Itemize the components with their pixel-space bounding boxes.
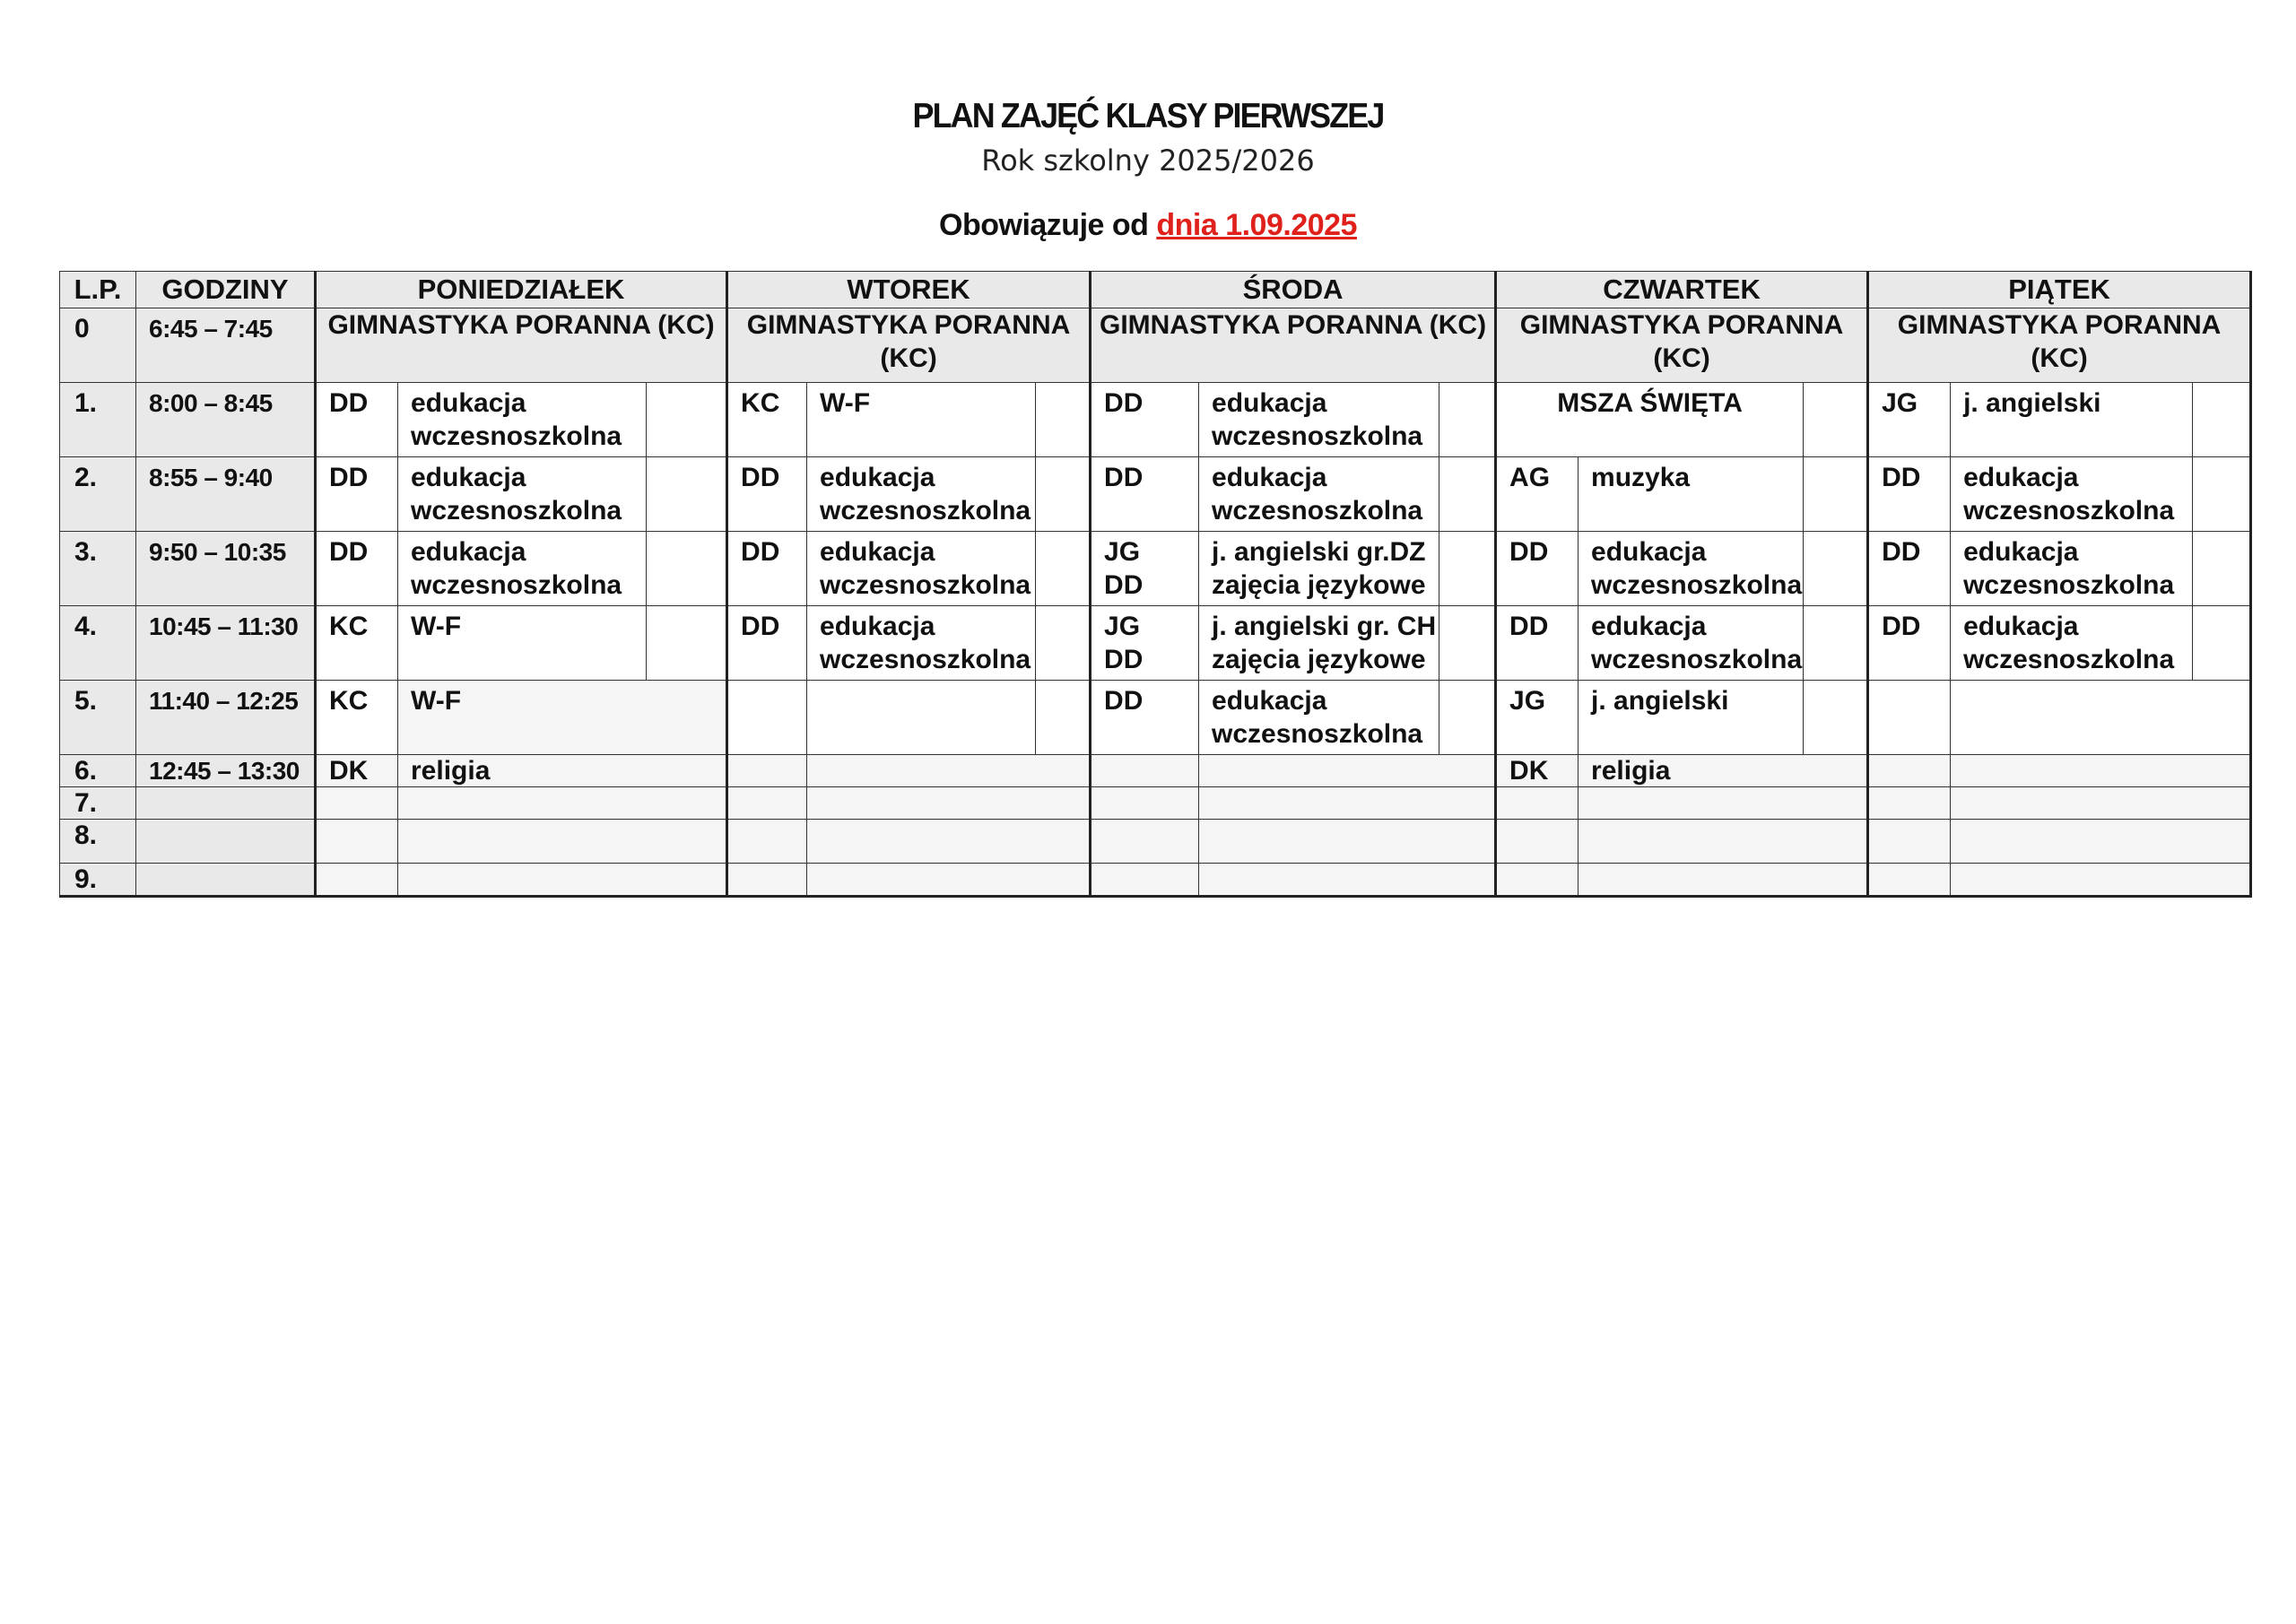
subject-cell [1578,820,1868,864]
subject-cell [1199,787,1496,820]
teacher-cell [1496,787,1578,820]
col-tuesday: WTOREK [727,272,1091,308]
subject-cell: edukacja wczesnoszkolna [1199,457,1439,532]
subject-cell [398,820,727,864]
teacher-cell [1868,681,1951,755]
teacher-cell [1496,864,1578,897]
lp-cell: 6. [60,755,136,787]
table-row [60,787,2251,820]
room-cell [1804,383,1868,457]
teacher-cell: DD [1496,532,1578,606]
subject-cell [1199,755,1496,787]
room-cell [1439,681,1496,755]
teacher-cell: DD [316,383,398,457]
teacher-cell: JG [1496,681,1578,755]
teacher-cell [1868,864,1951,897]
room-cell [1439,532,1496,606]
lesson-cell: GIMNASTYKA PORANNA (KC) [316,308,727,383]
table-row [60,820,2251,864]
teacher-cell [727,820,807,864]
teacher-cell [1868,820,1951,864]
subject-cell [1951,820,2251,864]
teacher-cell: JG DD [1091,532,1199,606]
subject-cell: edukacja wczesnoszkolna [1199,383,1439,457]
lesson-cell: GIMNASTYKA PORANNA (KC) [1496,308,1868,383]
hours-cell [136,864,316,897]
col-hours: GODZINY [136,272,316,308]
teacher-cell: DD [316,457,398,532]
table-row [60,308,2251,383]
lp-cell: 7. [60,787,136,820]
subject-cell: W-F [807,383,1036,457]
teacher-cell: JG DD [1091,606,1199,681]
teacher-cell [1091,787,1199,820]
teacher-cell: DD [727,457,807,532]
teacher-cell [316,787,398,820]
subject-cell [1578,787,1868,820]
table-row [60,383,2251,457]
teacher-cell [1868,755,1951,787]
subject-cell: W-F [398,606,647,681]
subject-cell: religia [1578,755,1868,787]
hours-cell: 8:55 – 9:40 [136,457,316,532]
room-cell [1804,606,1868,681]
subject-cell [1951,755,2251,787]
lp-cell: 8. [60,820,136,864]
school-year: Rok szkolny 2025/2026 [981,143,1315,178]
room-cell [1439,606,1496,681]
subject-cell: W-F [398,681,727,755]
teacher-cell: DD [1091,681,1199,755]
subject-cell: edukacja wczesnoszkolna [1951,457,2193,532]
subject-cell: edukacja wczesnoszkolna [807,457,1036,532]
subject-cell: edukacja wczesnoszkolna [398,457,647,532]
col-thursday: CZWARTEK [1496,272,1868,308]
table-row [60,457,2251,532]
teacher-cell [727,864,807,897]
teacher-cell [1091,864,1199,897]
teacher-cell [1091,755,1199,787]
lesson-cell: GIMNASTYKA PORANNA (KC) [1091,308,1496,383]
lp-cell: 9. [60,864,136,897]
subject-cell: edukacja wczesnoszkolna [1951,606,2193,681]
room-cell [1036,681,1091,755]
header-row [60,272,2251,308]
hours-cell: 9:50 – 10:35 [136,532,316,606]
teacher-cell [727,787,807,820]
room-cell [1439,383,1496,457]
subject-cell [807,681,1036,755]
room-cell [647,606,727,681]
teacher-cell: DD [727,606,807,681]
subject-cell [1951,787,2251,820]
lp-cell: 0 [60,308,136,383]
subject-cell: edukacja wczesnoszkolna [398,532,647,606]
page-title: PLAN ZAJĘĆ KLASY PIERWSZEJ [912,97,1384,135]
lesson-cell: GIMNASTYKA PORANNA (KC) [1868,308,2251,383]
teacher-cell: DK [1496,755,1578,787]
teacher-cell: DD [1868,606,1951,681]
teacher-cell: DD [1496,606,1578,681]
teacher-cell: JG [1868,383,1951,457]
room-cell [1804,457,1868,532]
teacher-cell: DD [1868,532,1951,606]
subject-cell: j. angielski [1951,383,2193,457]
hours-cell: 6:45 – 7:45 [136,308,316,383]
room-cell [647,457,727,532]
teacher-cell [1868,787,1951,820]
room-cell [1036,606,1091,681]
col-monday: PONIEDZIAŁEK [316,272,727,308]
hours-cell [136,820,316,864]
table-row [60,755,2251,787]
subject-cell [1199,864,1496,897]
hours-cell: 10:45 – 11:30 [136,606,316,681]
teacher-cell [316,864,398,897]
room-cell [1036,457,1091,532]
subject-cell: edukacja wczesnoszkolna [807,606,1036,681]
subject-cell [807,787,1091,820]
teacher-cell [1091,820,1199,864]
subject-cell [1951,864,2251,897]
lp-cell: 1. [60,383,136,457]
teacher-cell: KC [316,681,398,755]
valid-date: dnia 1.09.2025 [1156,208,1357,242]
subject-cell: edukacja wczesnoszkolna [1578,532,1804,606]
lp-cell: 3. [60,532,136,606]
room-cell [647,532,727,606]
hours-cell: 11:40 – 12:25 [136,681,316,755]
hours-cell: 12:45 – 13:30 [136,755,316,787]
room-cell [2193,383,2251,457]
hours-cell [136,787,316,820]
teacher-cell [316,820,398,864]
table-row [60,864,2251,897]
subject-cell [807,820,1091,864]
teacher-cell: AG [1496,457,1578,532]
teacher-cell [1496,820,1578,864]
subject-cell [398,787,727,820]
lp-cell: 4. [60,606,136,681]
subject-cell: j. angielski gr. CH zajęcia językowe [1199,606,1439,681]
subject-cell: muzyka [1578,457,1804,532]
room-cell [1804,532,1868,606]
table-row [60,606,2251,681]
lp-cell: 2. [60,457,136,532]
teacher-cell: KC [727,383,807,457]
room-cell [647,383,727,457]
teacher-cell: DD [1091,457,1199,532]
subject-cell: MSZA ŚWIĘTA [1496,383,1804,457]
teacher-cell: DD [1091,383,1199,457]
subject-cell [1199,820,1496,864]
table-row [60,532,2251,606]
table-row [60,681,2251,755]
col-lp: L.P. [60,272,136,308]
valid-prefix: Obowiązuje od [939,208,1157,242]
subject-cell: j. angielski [1578,681,1804,755]
room-cell [1036,383,1091,457]
col-wednesday: ŚRODA [1091,272,1496,308]
subject-cell: edukacja wczesnoszkolna [807,532,1036,606]
room-cell [1804,681,1868,755]
teacher-cell: DD [727,532,807,606]
subject-cell: edukacja wczesnoszkolna [1951,532,2193,606]
valid-from [0,208,2296,243]
room-cell [1439,457,1496,532]
teacher-cell: DD [1868,457,1951,532]
room-cell [2193,532,2251,606]
timetable [59,271,2252,898]
hours-cell: 8:00 – 8:45 [136,383,316,457]
lp-cell: 5. [60,681,136,755]
subject-cell [1578,864,1868,897]
room-cell [2193,606,2251,681]
teacher-cell [727,755,807,787]
subject-cell [807,755,1091,787]
lesson-cell: GIMNASTYKA PORANNA (KC) [727,308,1091,383]
teacher-cell: KC [316,606,398,681]
col-friday: PIĄTEK [1868,272,2251,308]
teacher-cell [727,681,807,755]
subject-cell: j. angielski gr.DZ zajęcia językowe [1199,532,1439,606]
teacher-cell: DK [316,755,398,787]
subject-cell [1951,681,2251,755]
subject-cell [807,864,1091,897]
room-cell [2193,457,2251,532]
subject-cell: religia [398,755,727,787]
subject-cell: edukacja wczesnoszkolna [1578,606,1804,681]
teacher-cell: DD [316,532,398,606]
subject-cell: edukacja wczesnoszkolna [1199,681,1439,755]
subject-cell [398,864,727,897]
room-cell [1036,532,1091,606]
subject-cell: edukacja wczesnoszkolna [398,383,647,457]
